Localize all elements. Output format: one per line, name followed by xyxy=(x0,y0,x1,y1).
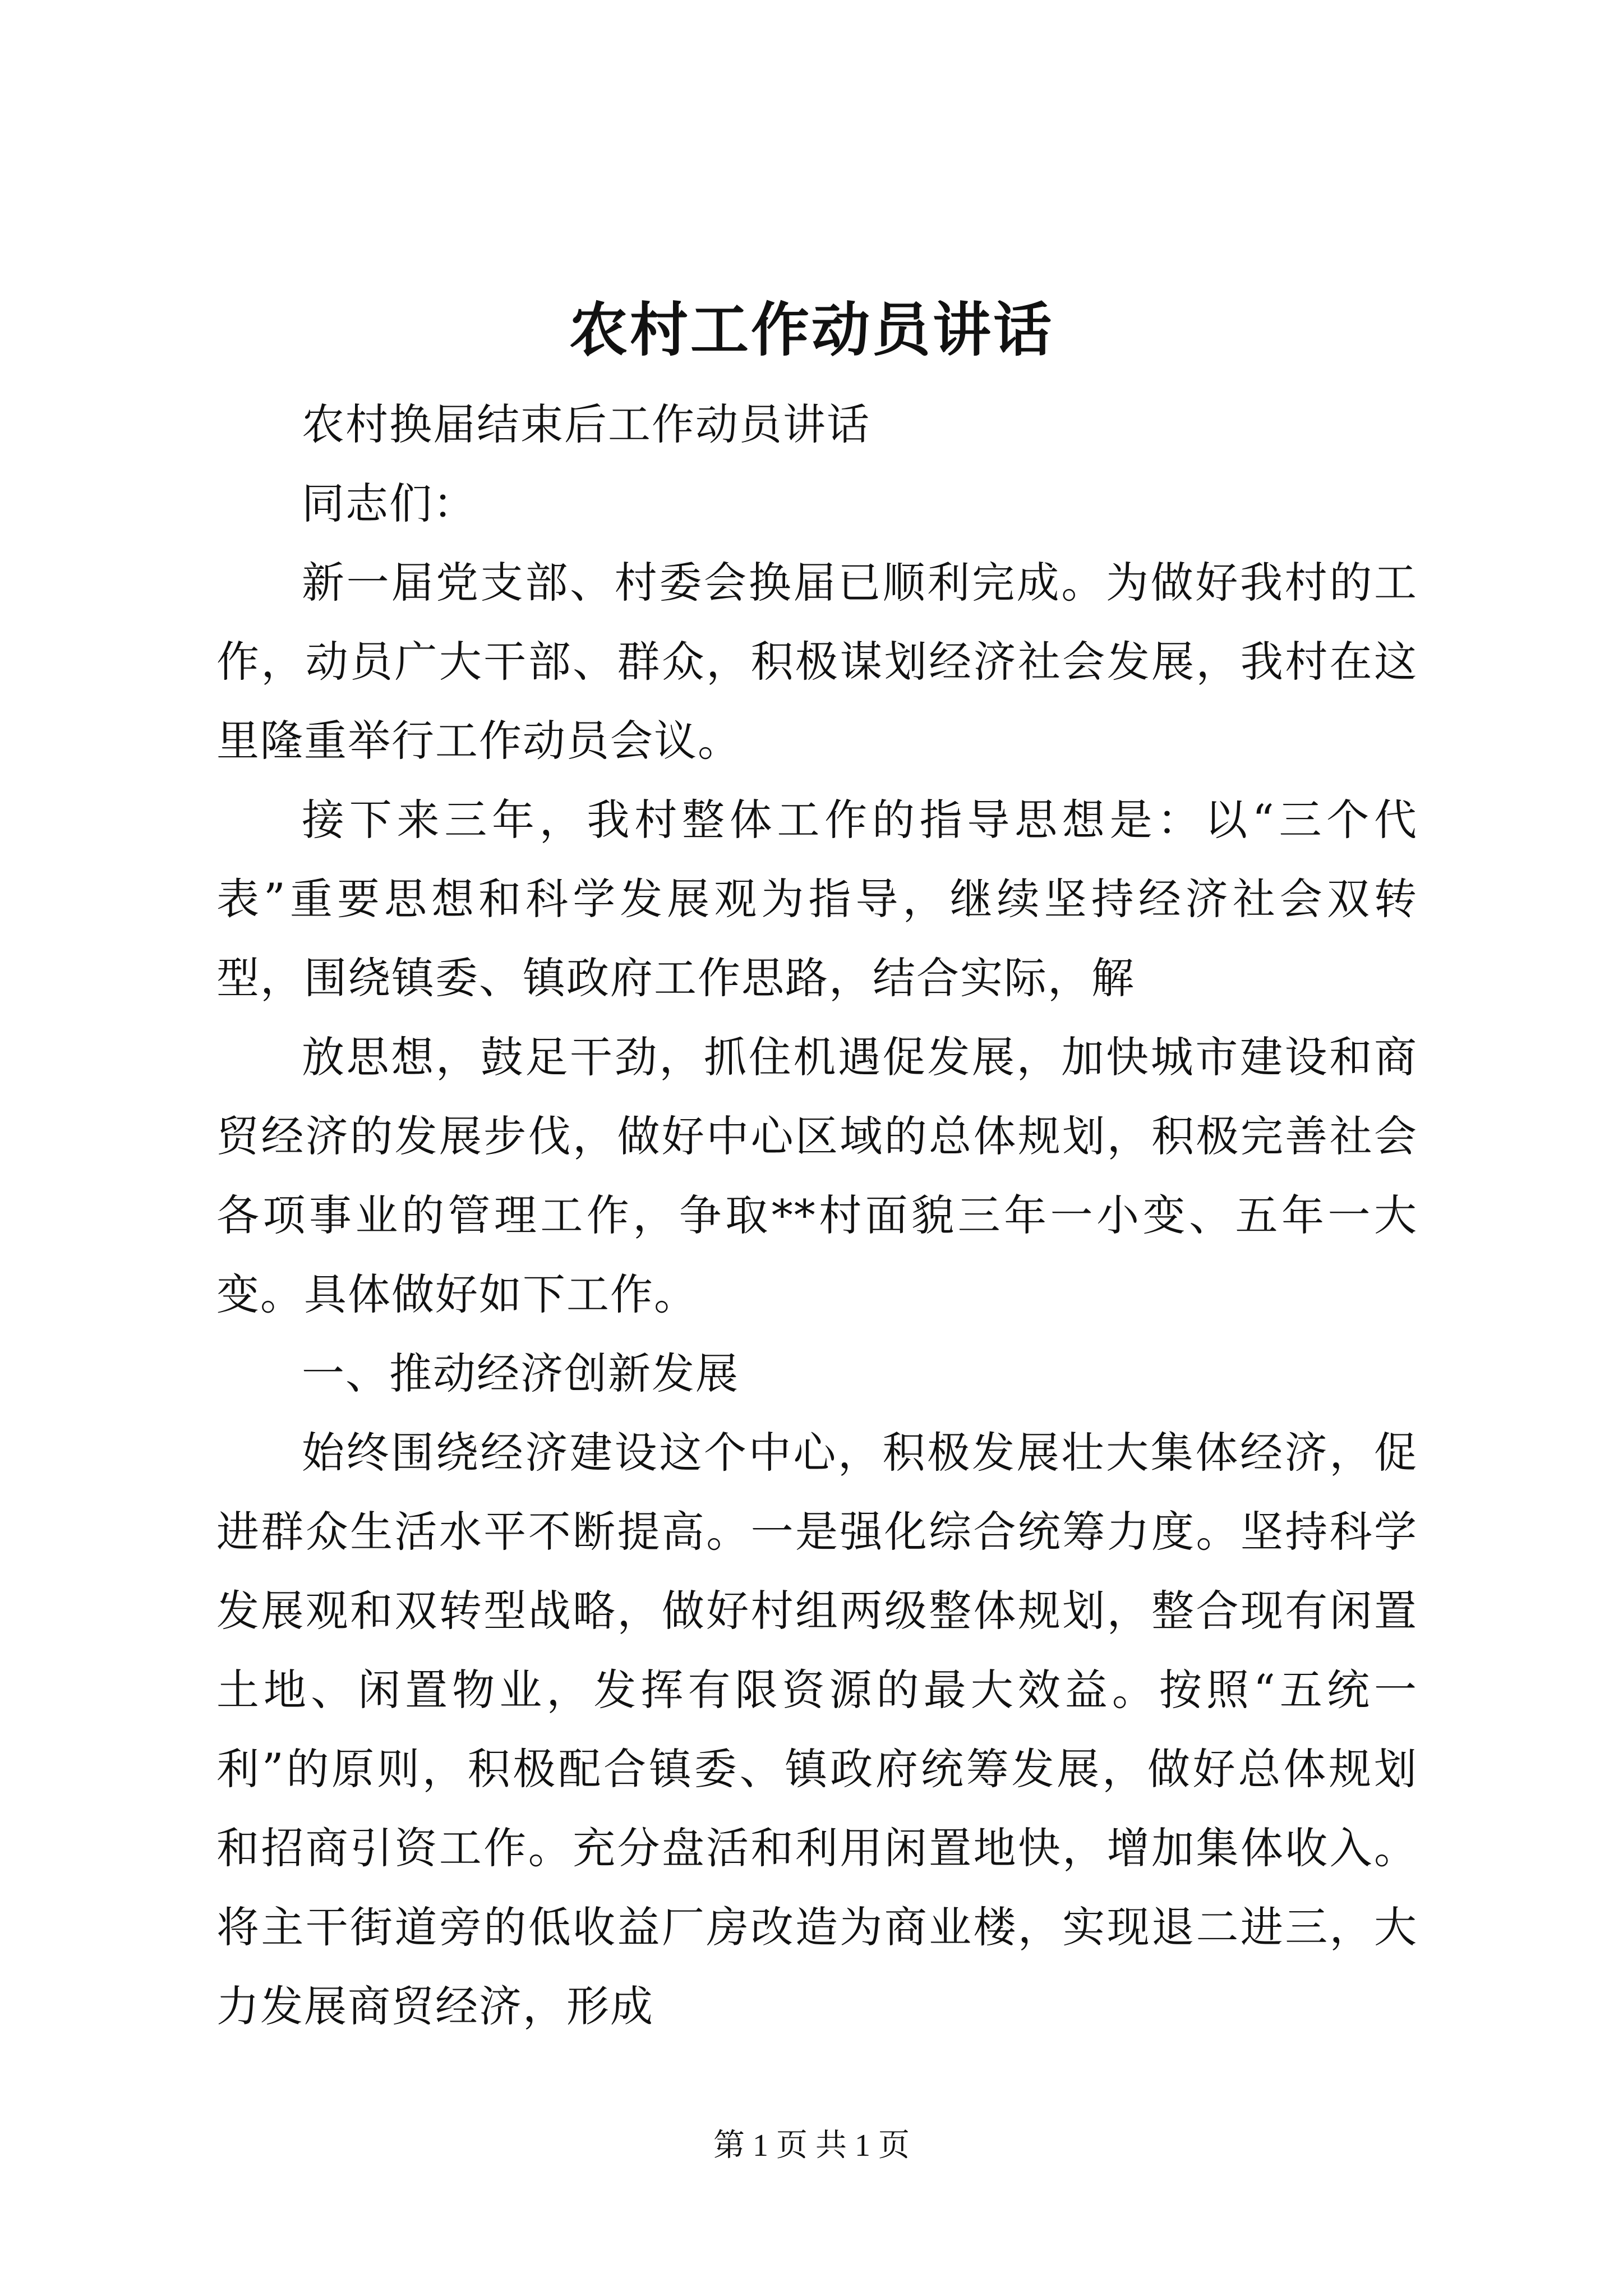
page-number-footer: 第 1 页 共 1 页 xyxy=(713,2128,910,2163)
salutation-paragraph: 同志们： xyxy=(302,478,477,528)
document-title: 农村工作动员讲话 xyxy=(569,295,1054,364)
document-body xyxy=(216,385,1418,2046)
body-paragraph: 接下来三年，我村整体工作的指导思想是：以“三个代表”重要思想和科学发展观为指导，继续坚持经济社会双转型，围绕镇委、镇政府工作思路，结合实际，解 xyxy=(216,795,1418,1003)
body-paragraph: 新一届党支部、村委会换届已顺利完成。为做好我村的工作，动员广大干部、群众，积极谋划经济社会发展，我村在这里隆重举行工作动员会议。 xyxy=(216,558,1418,766)
subtitle-paragraph: 农村换届结束后工作动员讲话 xyxy=(302,399,870,449)
body-paragraph: 始终围绕经济建设这个中心，积极发展壮大集体经济，促进群众生活水平不断提高。一是强化综合统筹力度。坚持科学发展观和双转型战略，做好村组两级整体规划，整合现有闲置土地、闲置物业，发挥有限资源的最大效益。按照“五统一利”的原则，积极配合镇委、镇政府统筹发展，做好总体规划和招商引资工作。充分盘活和利用闲置地快，增加集体收入。将主干街道旁的低收益厂房改造为商业楼，实现退二进三，大力发展商贸经济，形成 xyxy=(216,1428,1418,2031)
body-paragraph: 放思想，鼓足干劲，抓住机遇促发展，加快城市建设和商贸经济的发展步伐，做好中心区域的总体规划，积极完善社会各项事业的管理工作，争取**村面貌三年一小变、五年一大变。具体做好如下工作。 xyxy=(216,1032,1418,1319)
section-heading: 一、推动经济创新发展 xyxy=(302,1349,739,1398)
